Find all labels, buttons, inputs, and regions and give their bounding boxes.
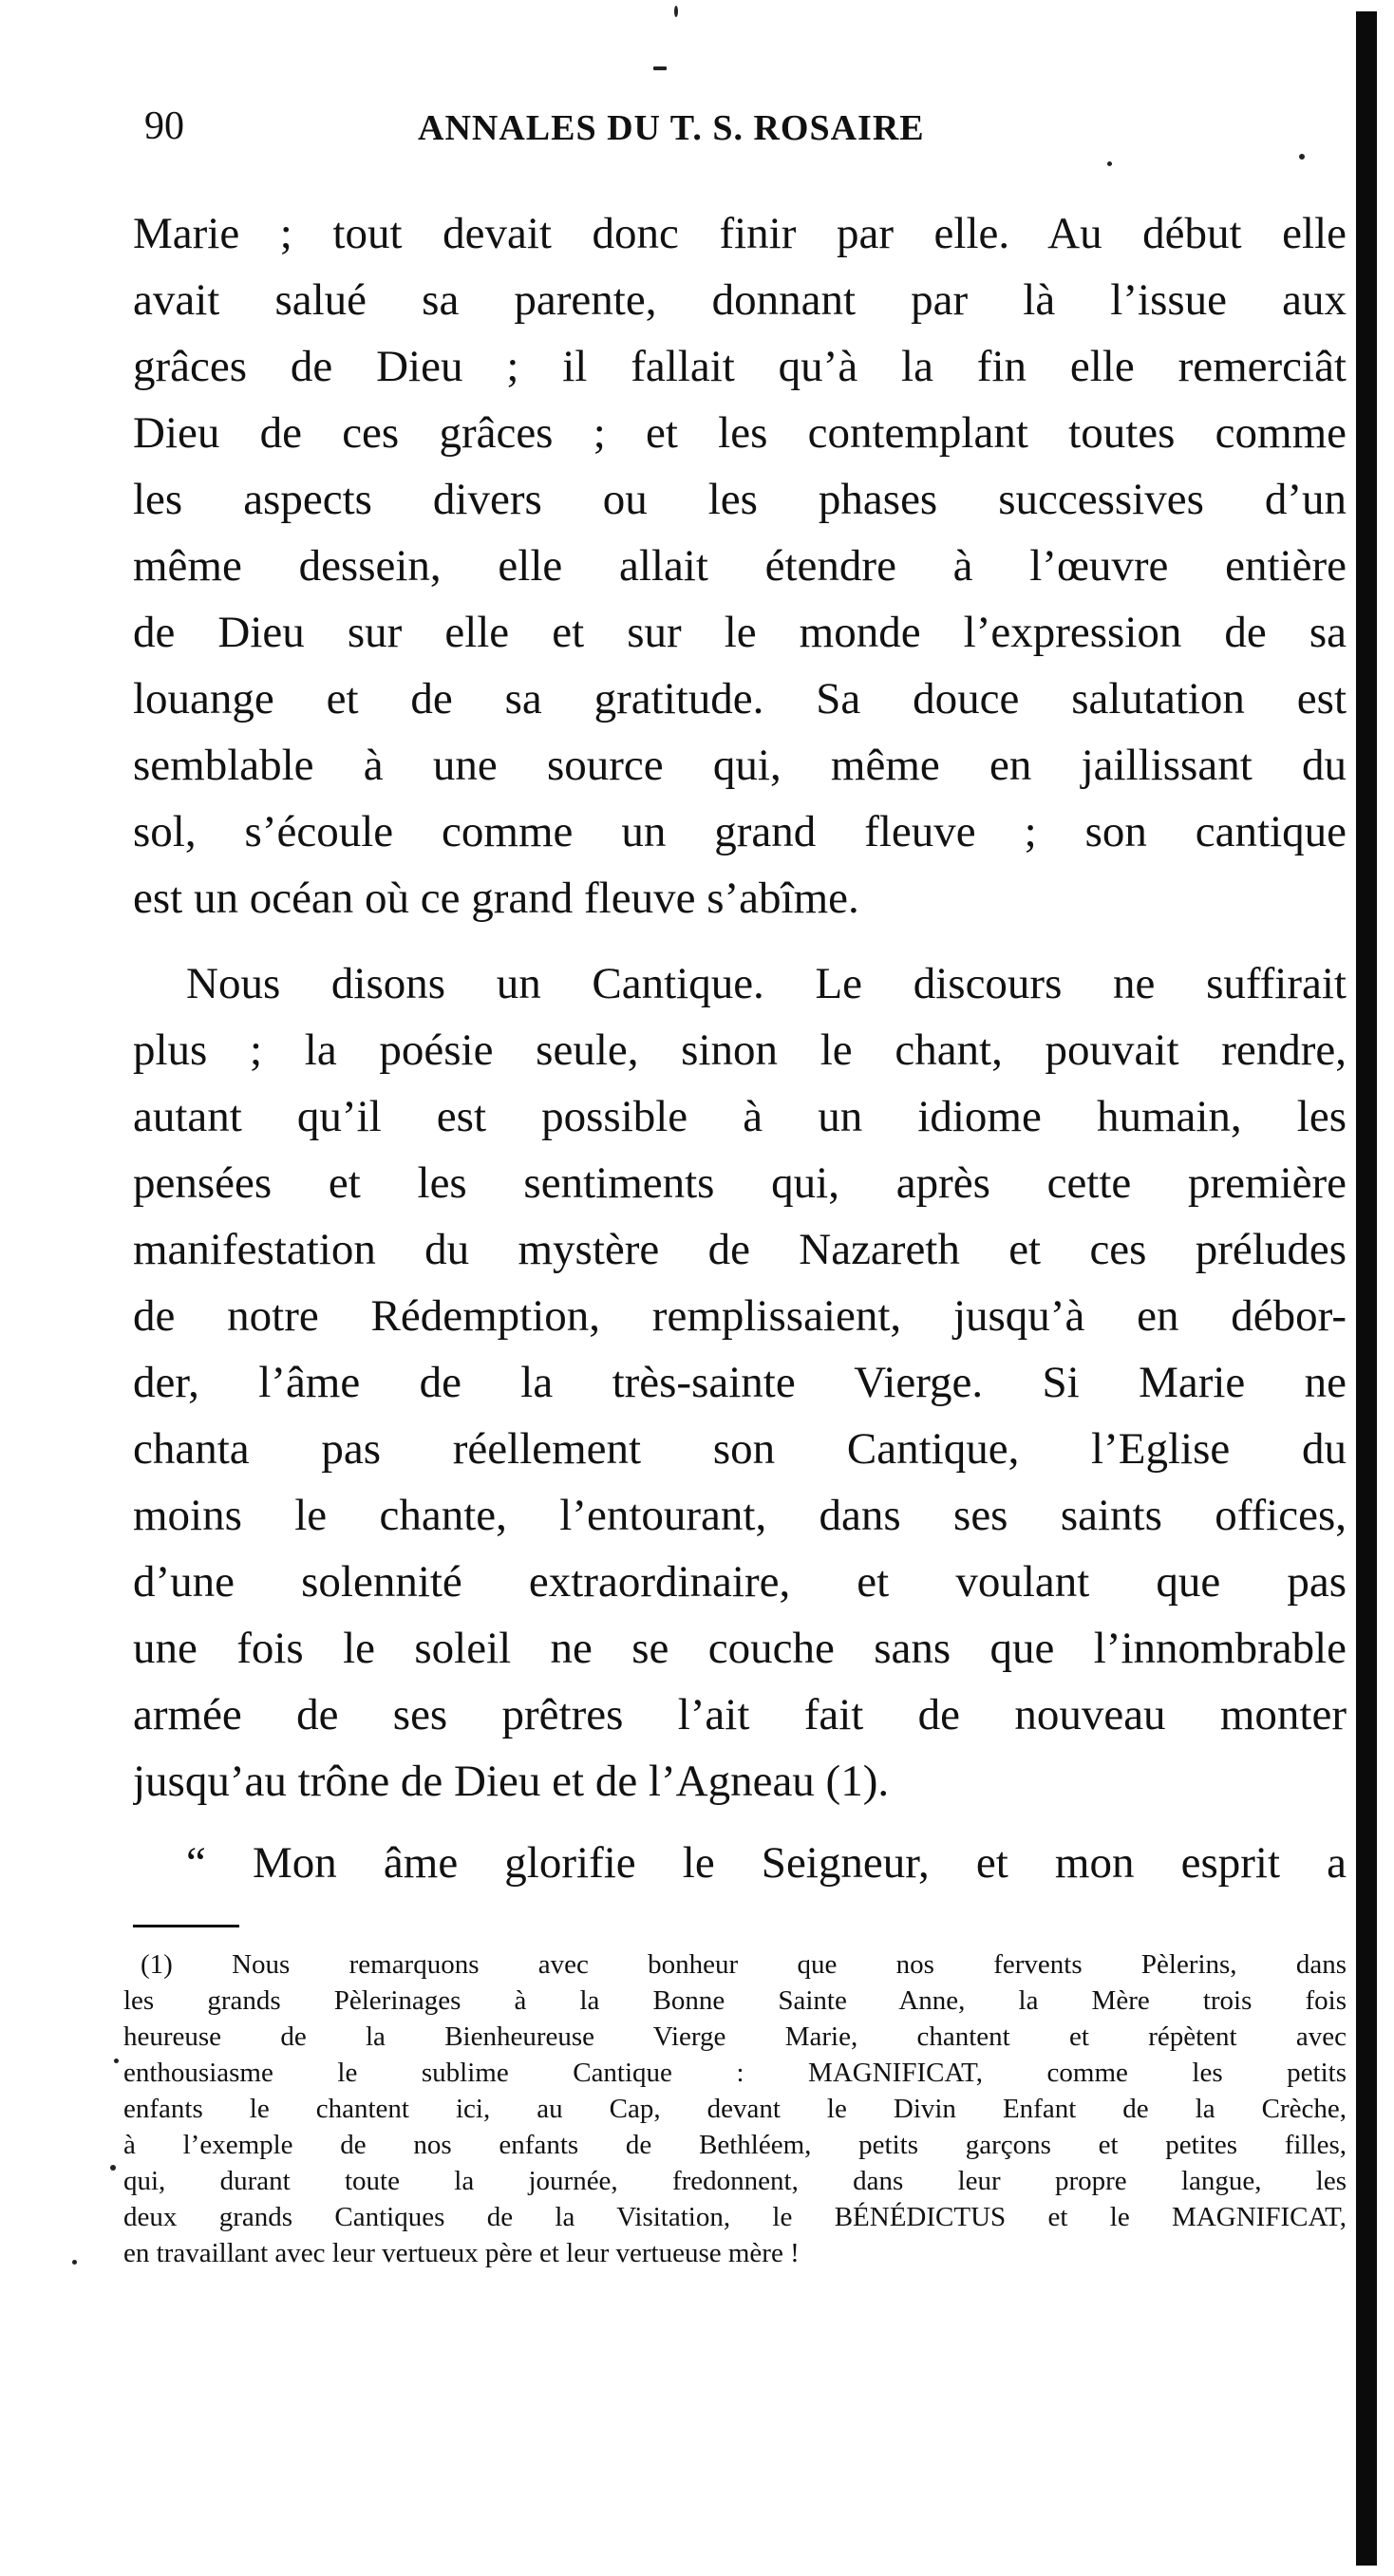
body-line: de notre Rédemption, remplissaient, jusqu’à en débor-	[133, 1291, 1347, 1341]
ink-speck	[72, 2260, 77, 2265]
body-line: chanta pas réellement son Cantique, l’Eglise du	[133, 1424, 1347, 1474]
body-line: grâces de Dieu ; il fallait qu’à la fin elle remerciât	[133, 342, 1347, 391]
body-line: est un océan où ce grand fleuve s’abîme.	[133, 874, 859, 923]
page-edge-shadow	[1356, 11, 1377, 2566]
body-line: autant qu’il est possible à un idiome humain, les	[133, 1092, 1347, 1141]
page-header	[0, 103, 1394, 150]
ink-speck	[1107, 161, 1112, 166]
body-line: Nous disons un Cantique. Le discours ne suffirait	[186, 959, 1347, 1008]
body-line: semblable à une source qui, même en jaillissant du	[133, 741, 1347, 790]
body-line: avait salué sa parente, donnant par là l’issue aux	[133, 275, 1347, 325]
running-head: ANNALES DU T. S. ROSAIRE	[418, 108, 925, 148]
body-line: même dessein, elle allait étendre à l’œuvre entière	[133, 541, 1347, 591]
footnote-line: enthousiasme le sublime Cantique : MAGNIFICAT, comme les petits	[123, 2058, 1347, 2088]
footnote-line: qui, durant toute la journée, fredonnent, dans leur propre langue, les	[123, 2166, 1347, 2196]
body-line: louange et de sa gratitude. Sa douce salutation est	[133, 674, 1347, 724]
footnote-line: les grands Pèlerinages à la Bonne Sainte Anne, la Mère trois fois	[123, 1985, 1347, 2016]
body-line: jusqu’au trône de Dieu et de l’Agneau (1).	[133, 1757, 890, 1806]
body-line: les aspects divers ou les phases successives d’un	[133, 475, 1347, 524]
footnote-line: (1) Nous remarquons avec bonheur que nos fervents Pèlerins, dans	[141, 1949, 1347, 1980]
footnote-line: enfants le chantent ici, au Cap, devant le Divin Enfant de la Crèche,	[123, 2094, 1347, 2124]
footnote-line: en travaillant avec leur vertueux père et leur vertueuse mère !	[123, 2238, 800, 2268]
ink-speck	[110, 2165, 116, 2171]
body-line: manifestation du mystère de Nazareth et ces préludes	[133, 1225, 1347, 1274]
footnote-line: à l’exemple de nos enfants de Bethléem, petits garçons et petites filles,	[123, 2130, 1347, 2160]
body-line: sol, s’écoule comme un grand fleuve ; son cantique	[133, 807, 1347, 856]
body-line: moins le chante, l’entourant, dans ses saints offices,	[133, 1491, 1347, 1540]
body-line: der, l’âme de la très-sainte Vierge. Si Marie ne	[133, 1358, 1347, 1407]
footnote-rule	[133, 1925, 239, 1927]
body-line: une fois le soleil ne se couche sans que l’innombrable	[133, 1624, 1347, 1673]
page-number: 90	[144, 104, 184, 148]
body-line: d’une solennité extraordinaire, et voulant que pas	[133, 1557, 1347, 1607]
ink-speck	[653, 66, 667, 70]
body-line: armée de ses prêtres l’ait fait de nouveau monter	[133, 1690, 1347, 1739]
footnote-line: heureuse de la Bienheureuse Vierge Marie, chantent et répètent avec	[123, 2021, 1347, 2052]
body-line: “ Mon âme glorifie le Seigneur, et mon esprit a	[186, 1838, 1347, 1888]
ink-speck	[114, 2059, 119, 2063]
body-line: plus ; la poésie seule, sinon le chant, pouvait rendre,	[133, 1025, 1347, 1075]
footnote-line: deux grands Cantiques de la Visitation, le BÉNÉDICTUS et le MAGNIFICAT,	[123, 2202, 1347, 2232]
body-line: de Dieu sur elle et sur le monde l’expression de sa	[133, 608, 1347, 657]
body-line: Marie ; tout devait donc finir par elle. Au début elle	[133, 209, 1347, 258]
ink-speck	[1299, 154, 1305, 160]
body-line: pensées et les sentiments qui, après cette première	[133, 1158, 1347, 1208]
body-line: Dieu de ces grâces ; et les contemplant toutes comme	[133, 408, 1347, 458]
ink-speck	[674, 6, 678, 17]
